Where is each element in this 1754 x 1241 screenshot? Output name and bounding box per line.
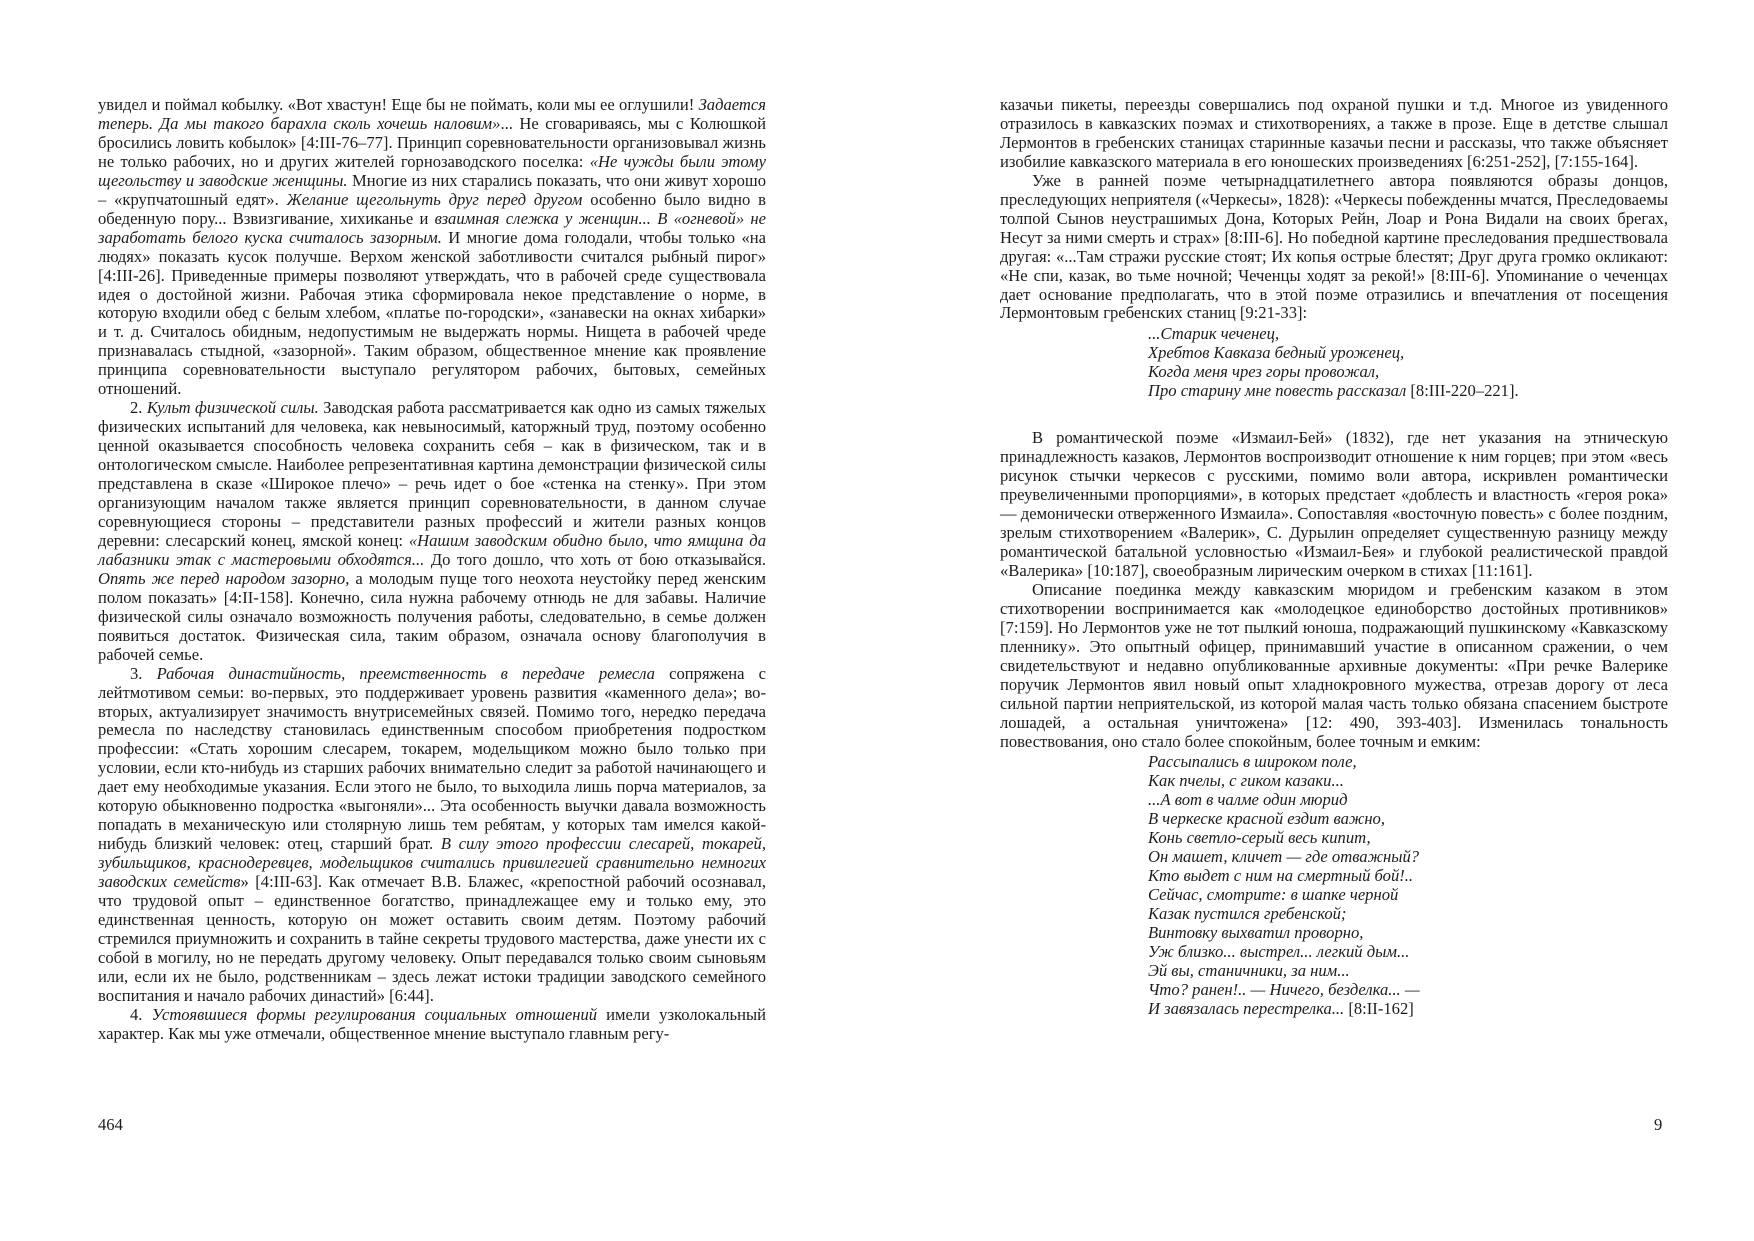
poem-line-text: Сейчас, смотрите: в шапке черной (1148, 885, 1399, 905)
text-run: 2. (130, 398, 147, 418)
emphasis-text: «Не чужды были этому щегольству и заводские женщины. (98, 151, 766, 190)
emphasis-text: Желание щегольнуть друг перед другом (286, 189, 583, 209)
text-run: До того дошло, что хоть от бою отказывайся. (424, 549, 766, 569)
text-run: Многие из них старались показать, что они живут хорошо – «крупчатошный едят». (98, 170, 766, 209)
right-page-number: 9 (1654, 1115, 1663, 1134)
poem-line-text: Когда меня чрез горы провожал, (1148, 362, 1380, 382)
poem-line (1148, 962, 1668, 981)
emphasis-text: взаимная слежка у женщин... В «огневой» не заработать белого куска считалось зазорным. (98, 208, 766, 247)
right-paragraph-1 (1000, 96, 1668, 172)
emphasis-text: Опять же перед народом зазорно, (98, 568, 350, 588)
poem-line-text: Про старину мне повесть рассказал (1148, 381, 1407, 401)
emphasis-text: Рабочая династийность, преемственность в передаче ремесла (156, 663, 655, 683)
text-run: Уже в ранней поэме четырнадцатилетнего автора появляются образы донцов, преследующих неприятеля («Черкесы», 1828): «Черкесы побежденны мчатся, Преследоваемы толпой Сынов неустрашимых Дона, Которых Рейн, Лоар и Рона Видали на своих брегах, Несут за ними смерть и страх» [8:III-6]. Но победной картине преследования предшествовала другая: «...Там стражи русские стоят; Их копья острые блестят; Друг друга громко окликают: «Не спи, казак, во тьме ночной; Чеченцы ходят за рекой!» [8:III-6]. Упоминание о чеченцах дает основание предполагать, что в этой поэме отразились и впечатления от посещения Лермонтовым гребенских станиц [9:21-33]: (1000, 170, 1668, 323)
poem-line-text: Рассыпались в широком поле, (1148, 752, 1357, 772)
left-paragraph-1 (98, 96, 766, 399)
text-run: 4. (130, 1004, 152, 1024)
poem-line-text: ...А вот в чалме один мюрид (1148, 790, 1348, 810)
poem-line-text: Кто выдет с ним на смертный бой!.. (1148, 866, 1414, 886)
text-run: увидел и поймал кобылку. «Вот хвастун! Еще бы не поймать, коли мы ее оглушили! (98, 95, 699, 114)
right-paragraph-4 (1000, 581, 1668, 752)
poem-line (1148, 363, 1668, 382)
poem-line-text: Уж близко... выстрел... легкий дым... (1148, 941, 1410, 961)
text-run: особенно было видно в обеденную пору... Взвизгивание, хихиканье и (98, 189, 767, 228)
poem-line (1148, 753, 1668, 772)
left-paragraph-2 (98, 399, 766, 664)
poem-excerpt-1 (1148, 325, 1668, 401)
poem-line (1148, 867, 1668, 886)
poem-line-text: Эй вы, станичники, за ним... (1148, 960, 1350, 980)
emphasis-text: Задается теперь. Да мы такого барахла сколь хочешь наловим» (98, 95, 766, 133)
poem-line-text: Казак пустился гребенской; (1148, 904, 1347, 924)
poem-line (1148, 829, 1668, 848)
left-page-text (98, 96, 766, 1044)
text-run: И многие дома голодали, чтобы только «на людях» показать кусок получше. Верхом женской заботливости считался рыбный пирог» [4:III-26]. Приведенные примеры позволяют утверждать, что в рабочей среде существовала идея о достойной жизни. Рабочая этика сформировала некое представление о норме, в которую входили обед с белым хлебом, «платье по-городски», «занавески на окнах хибарки» и т. д. Считалось обидным, недопустимым не выдержать нормы. Нищета в рабочей чреде признавалась стыдной, «зазорной». Таким образом, общественное мнение как проявление принципа соревновательности выступало регулятором рабочих, бытовых, семейных отношений. (98, 227, 766, 399)
poem-line (1148, 382, 1668, 401)
citation-reference: [8:II-162] (1344, 998, 1414, 1018)
text-run: сопряжена с лейтмотивом семьи: во-первых, это поддерживает уровень развития «каменного дела»; во-вторых, актуализирует значимость внутрисемейных связей. Помимо того, нередко передача ремесла по наследству становилась единственным способом приобретения подростком профессии: «Стать хорошим слесарем, токарем, модельщиком можно было только при условии, если кто-нибудь из старших рабочих внимательно следит за работой начинающего и дает ему необходимые указания. Если этого не было, то выходила лишь порча материалов, за которую обыкновенно подростка «выгоняли»... Эта особенность выучки давала возможность попадать в механическую или столярную лишь тем ребятам, у которых там имелся какой-нибудь близкий человек: отец, старший брат. (98, 663, 767, 854)
text-run: ... Не сговариваясь, мы с Колюшкой бросились ловить кобылок» [4:III-76–77]. Принцип соревновательности организовывал жизнь не только рабочих, но и других жителей горнозаводского поселка: (98, 113, 766, 171)
left-paragraph-4 (98, 1006, 766, 1044)
poem-line (1148, 943, 1668, 962)
poem-line-text: В черкеске красной ездит важно, (1148, 809, 1386, 829)
poem-line (1148, 810, 1668, 829)
poem-line-text: Конь светло-серый весь кипит, (1148, 828, 1371, 848)
poem-line (1148, 905, 1668, 924)
poem-line-text: Хребтов Кавказа бедный уроженец, (1148, 343, 1405, 363)
left-page-number: 464 (98, 1115, 123, 1134)
citation-reference: [8:III-220–221]. (1406, 381, 1519, 401)
text-run: а молодым пуще того неохота неустойку перед женским полом показать» [4:II-158]. Конечно, сила нужна рабочему отнюдь не для забавы. Наличие физической силы означало возможность получения работы, следовательно, в семье должен появиться достаток. Физическая сила, таким образом, означала основу благополучия в рабочей семье. (98, 568, 766, 664)
text-run: казачьи пикеты, переезды совершались под охраной пушки и т.д. Многое из увиденного отразилось в кавказских поэмах и стихотворениях, а также в прозе. Еще в детстве слышал Лермонтов в гребенских станицах старинные казачьи песни и рассказы, что также объясняет изобилие кавказского материала в его юношеских произведениях [6:251-252], [7:155-164]. (1000, 95, 1668, 171)
poem-line (1148, 791, 1668, 810)
poem-line (1148, 772, 1668, 791)
poem-line (1148, 848, 1668, 867)
text-run: 3. (130, 663, 157, 683)
text-run: Заводская работа рассматривается как одно из самых тяжелых физических испытаний для человека, как невыносимый, каторжный труд, поэтому особенно ценной оказывается способность человека сохранить себя – как в физическом, так и в онтологическом смысле. Наиболее репрезентативная картина демонстрации физической силы представлена в сказе «Широкое плечо» – речь идет о бое «стенка на стенку». При этом организующим началом также является принцип соревновательности, в данном случае соревнующиеся стороны – представители разных профессий и жители разных концов деревни: слесарский конец, ямской конец: (98, 398, 767, 550)
text-run: Описание поединка между кавказским мюридом и гребенским казаком в этом стихотворении воспринимается как «молодецкое единоборство достойных противников» [7:159]. Но Лермонтов уже не тот пылкий юноша, подражающий пушкинскому «Кавказскому пленнику». Это опытный офицер, принимавший участие в описанном сражении, о чем свидетельствуют и недавно опубликованные архивные документы: «При речке Валерике поручик Лермонтов явил новый опыт хладнокровного мужества, отрезав дорогу от леса сильной партии неприятельской, из которой малая часть только обязана спасением быстроте лошадей, а остальная уничтожена» [12: 490, 393-403]. Изменилась тональность повествования, оно стало более спокойным, более точным и емким: (1000, 579, 1668, 751)
emphasis-text: «Нашим заводским обидно было, что ямщина да лабазники этак с мастеровыми обходятся... (98, 530, 766, 569)
poem-line-text: И завязалась перестрелка... (1148, 998, 1345, 1018)
poem-line (1148, 344, 1668, 363)
text-run: имели узколокальный характер. Как мы уже отмечали, общественное мнение выступало главным регу- (98, 1004, 766, 1043)
text-run: В романтической поэме «Измаил-Бей» (1832), где нет указания на этническую принадлежность казаков, Лермонтов воспроизводит отношение к ним горцев; при этом «весь рисунок стычки черкесов с русскими, помимо воли автора, искривлен романтически преувеличенными пропорциями», в которых предстает «доблесть и властность «героя рока» — демонически отверженного Измаила». Сопоставляя «восточную повесть» с более поздним, зрелым стихотворением «Валерик», С. Дурылин определяет существенную разницу между романтической батальной условностью «Измаил-Бея» и глубокой реалистической правдой «Валерика» [10:187], своеобразным лирическим очерком в стихах [11:161]. (1000, 428, 1668, 580)
poem-line-text: Как пчелы, с гиком казаки... (1148, 771, 1344, 791)
poem-excerpt-2 (1148, 753, 1668, 1018)
poem-line-text: Он машет, кличет — где отважный? (1148, 847, 1420, 867)
poem-line-text: Что? ранен!.. — Ничего, безделка... — (1148, 979, 1420, 999)
emphasis-text: В силу этого профессии слесарей, токарей, зубильщиков, краснодеревцев, модельщиков считались привилегией сравнительно немногих заводских семейств (98, 834, 766, 892)
poem-line (1148, 981, 1668, 1000)
poem-line (1148, 886, 1668, 905)
poem-line (1148, 325, 1668, 344)
poem-line-text: ...Старик чеченец, (1148, 324, 1280, 344)
left-paragraph-3 (98, 665, 766, 1006)
right-paragraph-2 (1000, 172, 1668, 324)
right-page-text (1000, 96, 1668, 1019)
poem-line (1148, 924, 1668, 943)
right-paragraph-3 (1000, 429, 1668, 581)
emphasis-text: Культ физической силы. (146, 398, 319, 418)
poem-line (1148, 1000, 1668, 1019)
emphasis-text: Устоявшиеся формы регулирования социальных отношений (151, 1004, 598, 1024)
poem-line-text: Винтовку выхватил проворно, (1148, 923, 1364, 943)
text-run: » [4:III-63]. Как отмечает В.В. Блажес, «крепостной рабочий осознавал, что трудовой опыт – единственное богатство, принадлежащее ему и только ему, это единственная ценность, которую он может оставить своим детям. Поэтому рабочий стремился приумножить и сохранить в тайне секреты трудового мастерства, даже унести их с собой в могилу, но не передать другому человеку. Опыт передавался только своим сыновьям или, если их не было, родственникам – здесь лежат истоки традиции заводского семейного воспитания и начало рабочих династий» [6:44]. (98, 872, 766, 1005)
